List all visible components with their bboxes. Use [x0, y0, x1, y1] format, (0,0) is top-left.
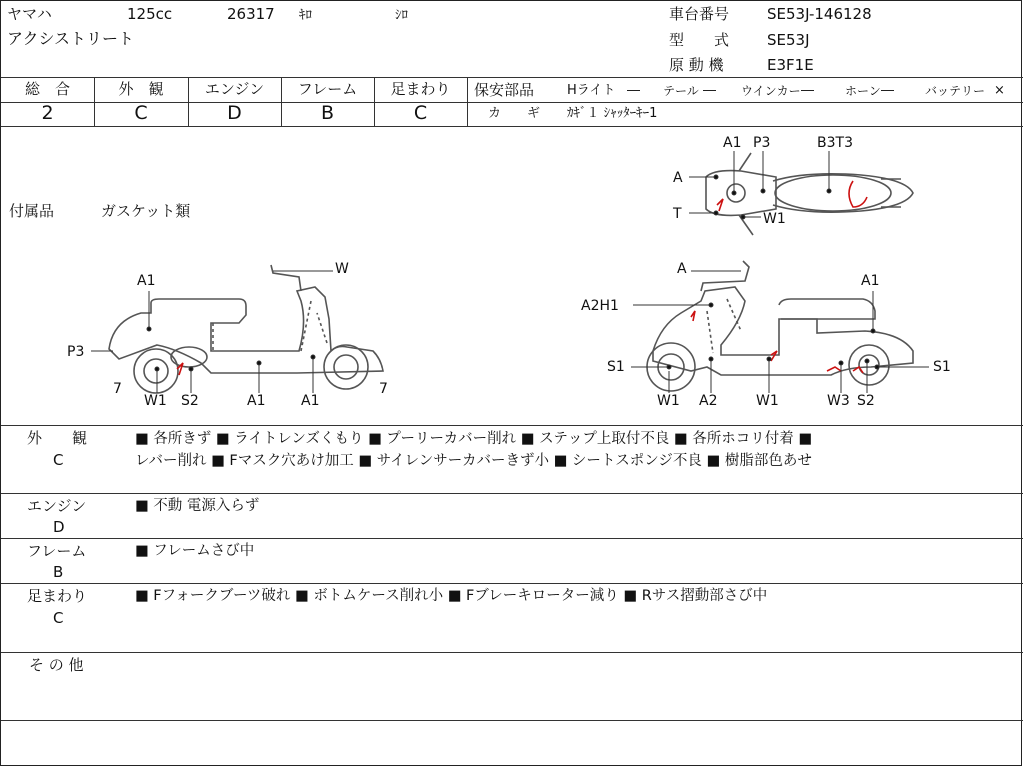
- remark-engine-line: ■ 不動 電源入らず: [135, 498, 260, 514]
- maker: ヤマハ: [7, 5, 52, 23]
- remark-exterior-label: 外 観: [27, 429, 88, 447]
- left-label: A1: [137, 273, 156, 289]
- top-label: A1: [723, 135, 742, 151]
- security-item-taillight: テール: [663, 84, 699, 98]
- grade-frame-value: B: [320, 102, 335, 124]
- key-label: カ ギ: [488, 106, 541, 121]
- divider: [1, 493, 1023, 494]
- left-label: W1: [144, 393, 167, 409]
- security-item-headlight-status: ―: [627, 83, 640, 98]
- grade-frame-label: フレーム: [297, 80, 358, 98]
- model-name: アクシストリート: [7, 29, 135, 48]
- security-item-winker: ウインカー: [741, 84, 801, 98]
- security-item-headlight: Hライト: [567, 83, 616, 98]
- divider: [1, 583, 1023, 584]
- frame-number-value: SE53J-146128: [767, 5, 872, 23]
- mileage: 26317: [227, 5, 275, 23]
- left-label: A1: [247, 393, 266, 409]
- left-label: 7: [379, 381, 388, 397]
- top-label: W1: [763, 211, 786, 227]
- left-label: A1: [301, 393, 320, 409]
- top-label: B3T3: [817, 135, 853, 151]
- remark-engine-label: エンジン: [27, 497, 87, 515]
- grade-engine-label: エンジン: [204, 80, 265, 98]
- grade-total-value: 2: [41, 102, 54, 124]
- engine-code-value: E3F1E: [767, 56, 814, 74]
- right-label: W1: [657, 393, 680, 409]
- mileage-unit: ｷﾛ: [299, 8, 312, 23]
- remark-frame-line: ■ フレームさび中: [135, 543, 255, 559]
- right-label: A: [677, 261, 687, 277]
- remark-frame-label: フレーム: [27, 542, 87, 560]
- remark-exterior-line: ■ 各所きず ■ ライトレンズくもり ■ プーリーカバー削れ ■ ステップ上取付不良 ■ 各所ホコリ付着 ■: [135, 431, 813, 447]
- remark-engine-grade: D: [53, 518, 65, 536]
- right-label: S1: [933, 359, 951, 375]
- security-parts-label: 保安部品: [474, 81, 535, 99]
- divider: [467, 102, 1023, 103]
- right-label: A2: [699, 393, 718, 409]
- top-label: T: [673, 206, 682, 222]
- divider: [1, 425, 1023, 426]
- security-item-battery: バッテリー: [925, 84, 986, 98]
- left-label: 7: [113, 381, 122, 397]
- color-value: ｼﾛ: [395, 8, 408, 23]
- divider: [1, 720, 1023, 721]
- grade-suspension-value: C: [413, 102, 428, 124]
- scooter-diagram: [1, 127, 1023, 424]
- right-label: W1: [756, 393, 779, 409]
- divider: [1, 538, 1023, 539]
- engine-code-label: 原 動 機: [669, 56, 724, 74]
- security-item-taillight-status: ―: [703, 83, 716, 98]
- grade-exterior-value: C: [134, 102, 148, 124]
- left-label: S2: [181, 393, 199, 409]
- right-label: A1: [861, 273, 880, 289]
- grade-engine-value: D: [227, 102, 242, 124]
- divider: [1, 652, 1023, 653]
- remark-suspension-line: ■ Fフォークブーツ破れ ■ ボトムケース削れ小 ■ Fブレーキローター減り ■ Rサス摺動部さび中: [135, 588, 768, 604]
- key-value: ｶｷﾞ１ ｼｬｯﾀｰｷｰ1: [567, 106, 658, 121]
- grade-suspension-label: 足まわり: [390, 80, 451, 98]
- remark-frame-grade: B: [53, 563, 64, 581]
- left-label: W: [335, 261, 349, 277]
- security-item-horn-status: ―: [881, 83, 894, 98]
- divider: [1, 77, 1023, 78]
- displacement: 125cc: [127, 5, 173, 23]
- top-label: P3: [753, 135, 771, 151]
- right-label: S2: [857, 393, 875, 409]
- divider: [467, 77, 468, 126]
- scooter-top-view: [706, 153, 913, 235]
- model-code-value: SE53J: [767, 31, 810, 49]
- right-label: A2H1: [581, 298, 619, 314]
- remark-other-label: そ の 他: [29, 656, 84, 674]
- security-item-battery-status: ×: [994, 83, 1005, 98]
- left-label: P3: [67, 344, 85, 360]
- top-label: A: [673, 170, 683, 186]
- frame-number-label: 車台番号: [669, 5, 730, 23]
- grade-exterior-label: 外 観: [118, 80, 164, 98]
- accessories-value: ガスケット類: [101, 202, 191, 220]
- remark-exterior-grade: C: [53, 451, 64, 469]
- security-item-horn: ホーン: [845, 84, 881, 98]
- security-item-winker-status: ―: [801, 83, 814, 98]
- grade-total-label: 総 合: [24, 80, 70, 98]
- remark-suspension-label: 足まわり: [27, 587, 88, 605]
- right-label: W3: [827, 393, 850, 409]
- model-code-label: 型 式: [669, 31, 730, 49]
- remark-suspension-grade: C: [53, 609, 64, 627]
- accessories-label: 付属品: [9, 202, 55, 220]
- right-label: S1: [607, 359, 625, 375]
- remark-exterior-line: レバー削れ ■ Fマスク穴あけ加工 ■ サイレンサーカバーきず小 ■ シートスポンジ不良 ■ 樹脂部色あせ: [135, 453, 812, 469]
